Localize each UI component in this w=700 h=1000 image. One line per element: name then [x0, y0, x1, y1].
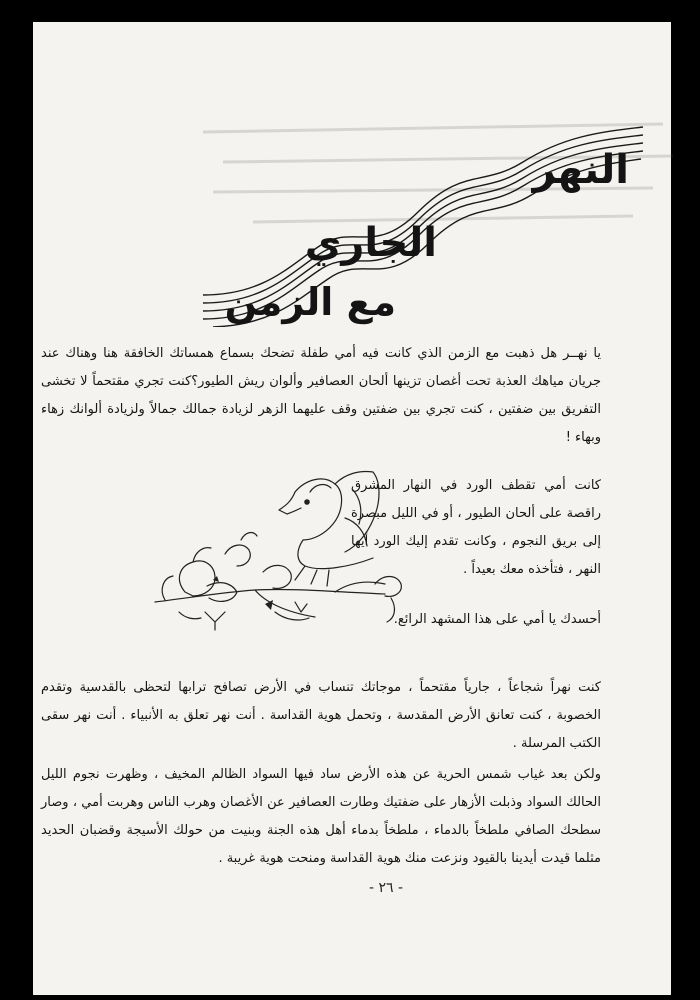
page-number: - ٢٦ - — [369, 880, 404, 896]
title-line-1: النهر — [532, 147, 629, 193]
bird-and-flowers-illustration — [145, 462, 415, 632]
paragraph-2: كانت أمي تقطف الورد في النهار المشرق راقصة على ألحان الطيور ، أو في الليل مبصرة إلى بريق النجوم ، وكانت تقدم إليك الورد أيها النهر ، فتأخذه معك بعيداً . — [351, 478, 601, 577]
paragraph-4: كنت نهراً شجاعاً ، جارياً مقتحماً ، موجاتك تنساب في الأرض تصافح ترابها لتحظى بالقدسية وتقدم الخصوبة ، كنت تعانق الأرض المقدسة ، وتحمل هوية القداسة . أنت نهر تعلق به الأنبياء . أنت نهر سقى الكتب المرسلة . — [41, 680, 601, 751]
page — [33, 22, 671, 995]
paragraph-1: يا نهــر هل ذهبت مع الزمن الذي كانت فيه أمي طفلة تضحك بسماع همساتك الخافقة هنا وهناك عند جريان مياهك العذبة تحت أغصان تزينها ألحان العصافير وألوان ريش الطيور؟كنت تجري مقتحماً لا تخشى التفريق بين ضفتين ، كنت تجري بين ضفتين وقف عليهما الزهر لزيادة جمالك جمالاً ولزيادة ألوانك زهاء وبهاء ! — [41, 346, 601, 445]
title-line-2: الجاري — [304, 220, 437, 266]
title-line-3: مع الزمن — [224, 280, 396, 324]
paragraph-3: أحسدك يا أمي على هذا المشهد الرائع. — [393, 612, 601, 627]
paragraph-5: ولكن بعد غياب شمس الحرية عن هذه الأرض ساد فيها السواد الظالم المخيف ، وظهرت نجوم الليل الحالك السواد وذبلت الأزهار على ضفتيك وطارت العصافير عن الأغصان وهرب الناس وهربت أمي ، وصار سطحك الصافي ملطخاً بالدماء ، ملطخاً بدماء أهل هذه الجنة وبنيت من حولك الأسيجة وقضبان الحديد مثلما قيدت أيدينا بالقيود ونزعت منك هوية القداسة ومنحت هوية غريبة . — [41, 767, 601, 866]
